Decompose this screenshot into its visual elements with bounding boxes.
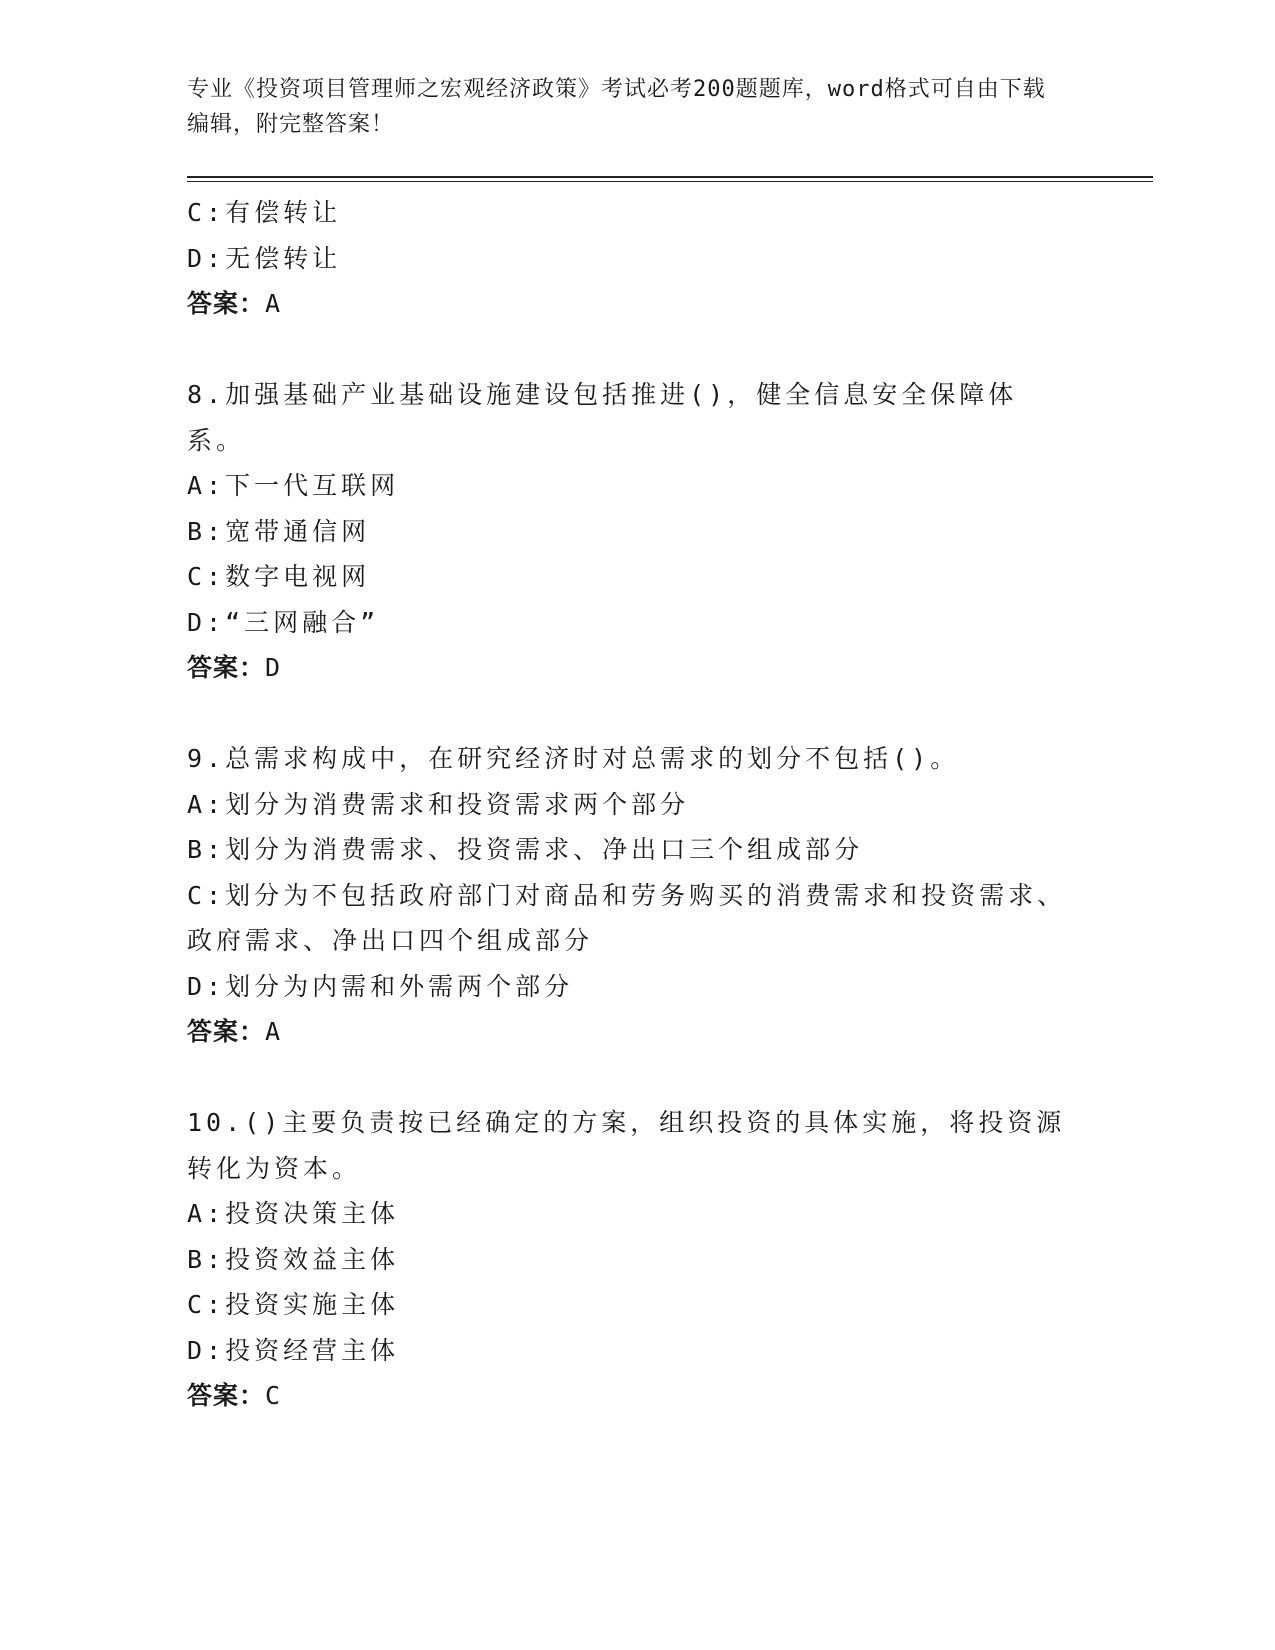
option-b: B:宽带通信网 [187, 516, 371, 546]
question-text: 9.总需求构成中，在研究经济时对总需求的划分不包括()。 [187, 744, 960, 773]
spacer [187, 327, 1087, 373]
spacer [187, 691, 1087, 737]
answer-value: C [265, 1381, 283, 1410]
option-d: D:划分为内需和外需两个部分 [187, 971, 574, 1001]
answer-value: A [265, 289, 283, 318]
spacer [187, 1055, 1087, 1101]
header-rule-thick [187, 176, 1153, 178]
option-b: B:投资效益主体 [187, 1244, 400, 1274]
option-c: C:数字电视网 [187, 562, 371, 591]
option-b: B:划分为消费需求、投资需求、净出口三个组成部分 [187, 835, 864, 864]
answer-label: 答案： [187, 1381, 266, 1410]
answer-label: 答案： [187, 653, 266, 682]
question-block-9 [187, 736, 1087, 1055]
option-c: C:有偿转让 [187, 198, 342, 227]
answer-value: A [265, 1017, 283, 1046]
option-a: A:划分为消费需求和投资需求两个部分 [187, 789, 690, 819]
document-header [187, 72, 1067, 142]
question-text: 10.()主要负责按已经确定的方案，组织投资的具体实施，将投资源转化为资本。 [187, 1108, 1066, 1183]
option-c: C:投资实施主体 [187, 1290, 400, 1319]
question-block-8 [187, 372, 1087, 691]
header-title: 专业《投资项目管理师之宏观经济政策》考试必考200题题库，word格式可自由下载编辑，附完整答案！ [187, 77, 1046, 137]
option-c: C:划分为不包括政府部门对商品和劳务购买的消费需求和投资需求、政府需求、净出口四个组成部分 [187, 880, 1067, 955]
option-d: D:“三网融合” [187, 607, 380, 637]
question-block-10 [187, 1100, 1087, 1419]
option-d: D:无偿转让 [187, 243, 342, 273]
question-text: 8.加强基础产业基础设施建设包括推进()，健全信息安全保障体系。 [187, 380, 1018, 455]
answer-line [187, 281, 1087, 327]
question-list [187, 190, 1087, 1419]
header-rule-thin [187, 181, 1153, 182]
answer-label: 答案： [187, 289, 266, 318]
question-block-7 [187, 190, 1087, 327]
option-a: A:下一代互联网 [187, 471, 400, 500]
answer-line [187, 1373, 1087, 1419]
answer-line [187, 645, 1087, 691]
option-d: D:投资经营主体 [187, 1335, 400, 1365]
option-a: A:投资决策主体 [187, 1199, 400, 1228]
answer-line [187, 1009, 1087, 1055]
answer-value: D [265, 653, 283, 682]
answer-label: 答案： [187, 1017, 266, 1046]
